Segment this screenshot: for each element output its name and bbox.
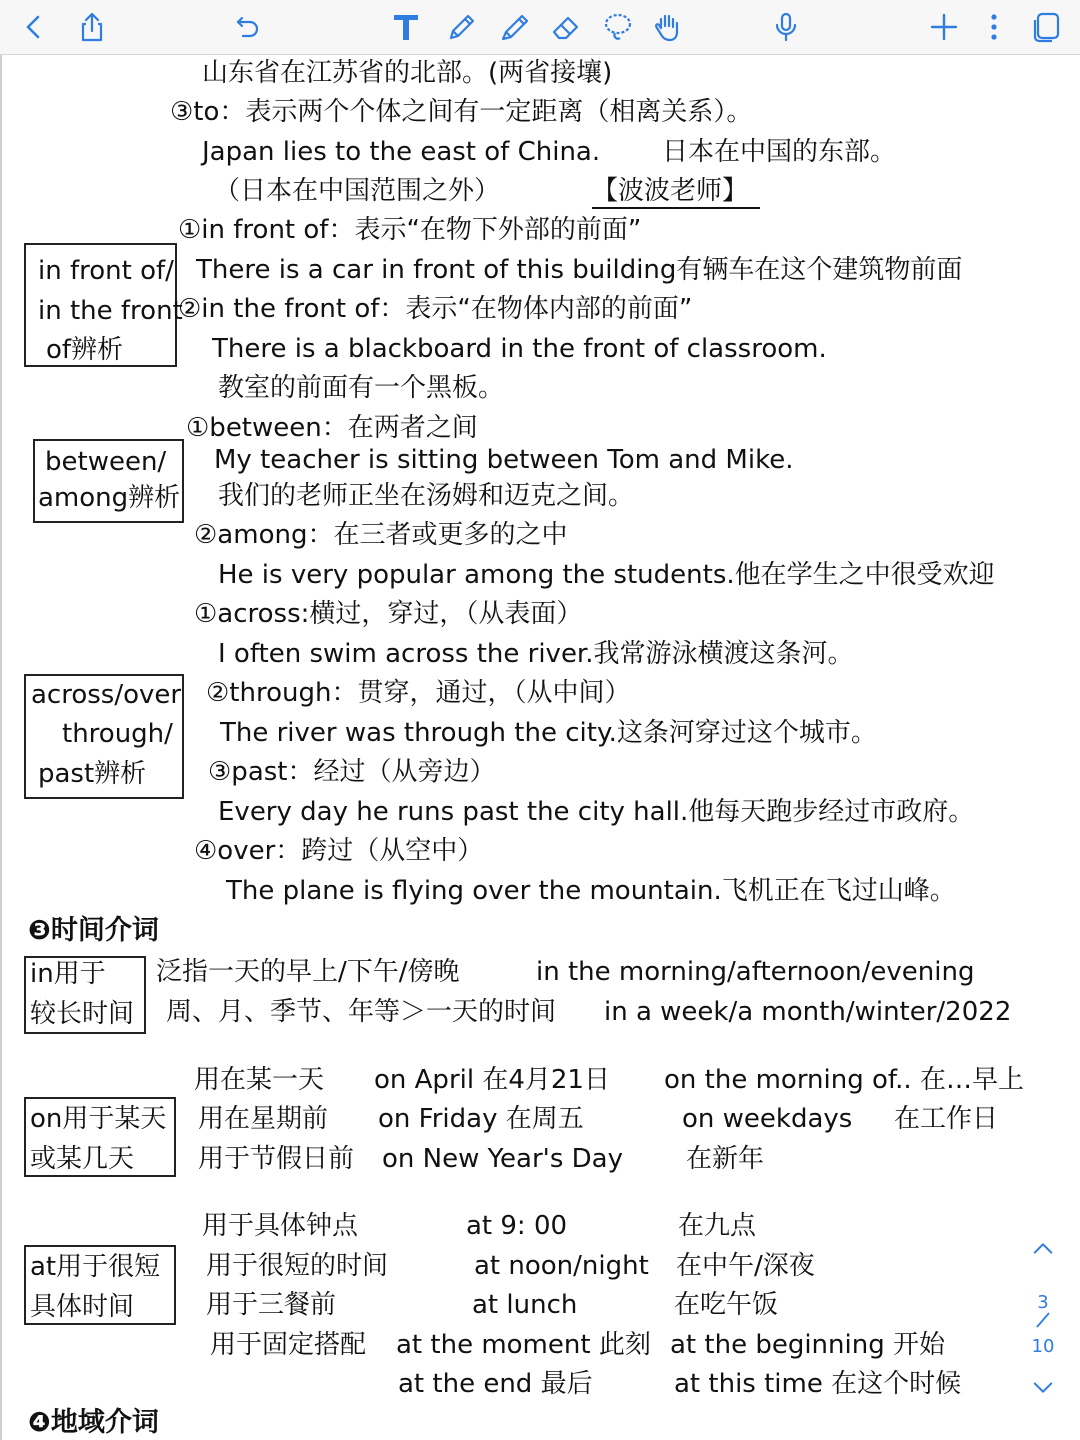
note-line: My teacher is sitting between Tom and Mike. [214,445,794,475]
note-line: on New Year's Day [382,1144,623,1174]
note-line: at the moment 此刻 [396,1330,651,1360]
note-line: There is a car in front of this building有辆车在这个建筑物前面 [196,255,963,285]
note-line: 用于很短的时间 [206,1251,389,1281]
note-line: ③past：经过（从旁边） [208,757,496,787]
note-line: 用于固定搭配 [210,1330,367,1360]
note-page[interactable] [0,55,1080,1440]
section-heading-time: ❸时间介词 [28,915,159,946]
note-line: on April 在4月21日 [374,1065,610,1095]
note-line: 山东省在江苏省的北部。(两省接壤) [202,58,613,88]
note-line: ②among：在三者或更多的之中 [194,520,568,550]
box-label-line: in the front [38,296,183,326]
note-line: at lunch [472,1290,578,1320]
note-line: 教室的前面有一个黑板。 [218,373,505,403]
pencil-icon[interactable] [442,8,482,46]
chevron-up-icon[interactable] [1018,1240,1068,1270]
note-line: 周、月、季节、年等＞一天的时间 [166,997,557,1027]
note-line: on Friday 在周五 [378,1104,584,1134]
back-icon[interactable] [14,8,54,46]
note-line: The plane is flying over the mountain.飞机正在飞过山峰。 [226,876,956,906]
note-line: 在新年 [686,1144,765,1174]
current-page: 3 [1037,1292,1049,1313]
note-line: in a week/a month/winter/2022 [604,997,1012,1027]
box-label-line: at用于很短 [30,1252,161,1282]
note-line: ②in the front of：表示“在物体内部的前面” [178,294,693,324]
note-line: ④over：跨过（从空中） [194,836,484,866]
undo-icon[interactable] [228,8,268,46]
lasso-icon[interactable] [598,8,638,46]
total-pages: 10 [1031,1336,1055,1357]
note-line: （日本在中国范围之外） [214,176,501,206]
box-label-line: in用于 [30,959,106,989]
more-icon[interactable] [974,8,1014,46]
section-heading-region: ❹地域介词 [28,1407,159,1438]
note-line: There is a blackboard in the front of classroom. [212,334,827,364]
box-label-line: among辨析 [38,483,181,513]
page-divider [1018,1310,1068,1330]
note-line: 在九点 [678,1211,757,1241]
note-line: at noon/night [474,1251,649,1281]
note-line: ①across:横过，穿过，（从表面） [194,599,583,629]
note-line: at the end 最后 [398,1369,593,1399]
label-box-in [24,956,146,1034]
note-line: 用于具体钟点 [202,1211,359,1241]
note-line: 用在星期前 [198,1104,329,1134]
note-line: 在吃午饭 [674,1290,779,1320]
note-line: ①in front of：表示“在物下外部的前面” [178,215,642,245]
highlighter-icon[interactable] [494,8,534,46]
note-line: ②through：贯穿，通过，（从中间） [206,678,631,708]
note-line: at this time 在这个时候 [674,1369,962,1399]
note-line: ③to：表示两个个体之间有一定距离（相离关系）。 [170,97,753,127]
chevron-down-icon[interactable] [1018,1380,1068,1410]
label-box-on [24,1097,176,1177]
note-line: Japan lies to the east of China. [202,137,601,167]
note-line: I often swim across the river.我常游泳横渡这条河。 [218,639,854,669]
note-line: 用在某一天 [194,1065,325,1095]
box-label-line: of辨析 [46,335,124,365]
add-icon[interactable] [924,8,964,46]
box-label-line: on用于某天 [30,1104,167,1134]
microphone-icon[interactable] [766,8,806,46]
note-line: ①between：在两者之间 [186,413,478,443]
note-line: in the morning/afternoon/evening [536,957,975,987]
top-toolbar [0,0,1080,55]
box-label-line: between/ [45,447,167,477]
share-icon[interactable] [72,8,112,46]
label-box-between-among [33,439,184,523]
note-line: 用于三餐前 [206,1290,337,1320]
pages-icon[interactable] [1026,8,1066,46]
eraser-icon[interactable] [546,8,586,46]
hand-tool-icon[interactable] [648,8,688,46]
box-label-line: through/ [62,719,173,749]
text-tool-icon[interactable] [386,8,426,46]
label-box-in-front-of [24,243,183,367]
label-box-at [24,1245,176,1325]
box-label-line: in front of/ [38,256,174,286]
label-box-across-over [24,674,184,799]
note-line: Every day he runs past the city hall.他每天跑步经过市政府。 [218,797,975,827]
box-label-line: 或某几天 [30,1144,135,1174]
note-line: at 9: 00 [466,1211,568,1241]
note-line: He is very popular among the students.他在学生之中很受欢迎 [218,560,995,590]
note-line: 泛指一天的早上/下午/傍晚 [156,957,460,987]
box-label-line: across/over [31,680,182,710]
note-line: on the morning of.. 在…早上 [664,1065,1024,1095]
note-line: at the beginning 开始 [670,1330,945,1360]
box-label-line: past辨析 [38,759,147,789]
author-tag: 【波波老师】 [592,175,760,209]
note-line: 日本在中国的东部。 [662,137,897,167]
note-line: The river was through the city.这条河穿过这个城市。 [220,718,877,748]
note-line: 在中午/深夜 [676,1251,815,1281]
note-line: 用于节假日前 [198,1144,355,1174]
box-label-line: 具体时间 [30,1292,135,1322]
note-line: 我们的老师正坐在汤姆和迈克之间。 [218,481,635,511]
note-line: 在工作日 [894,1104,999,1134]
box-label-line: 较长时间 [30,999,135,1029]
note-line: on weekdays [682,1104,853,1134]
